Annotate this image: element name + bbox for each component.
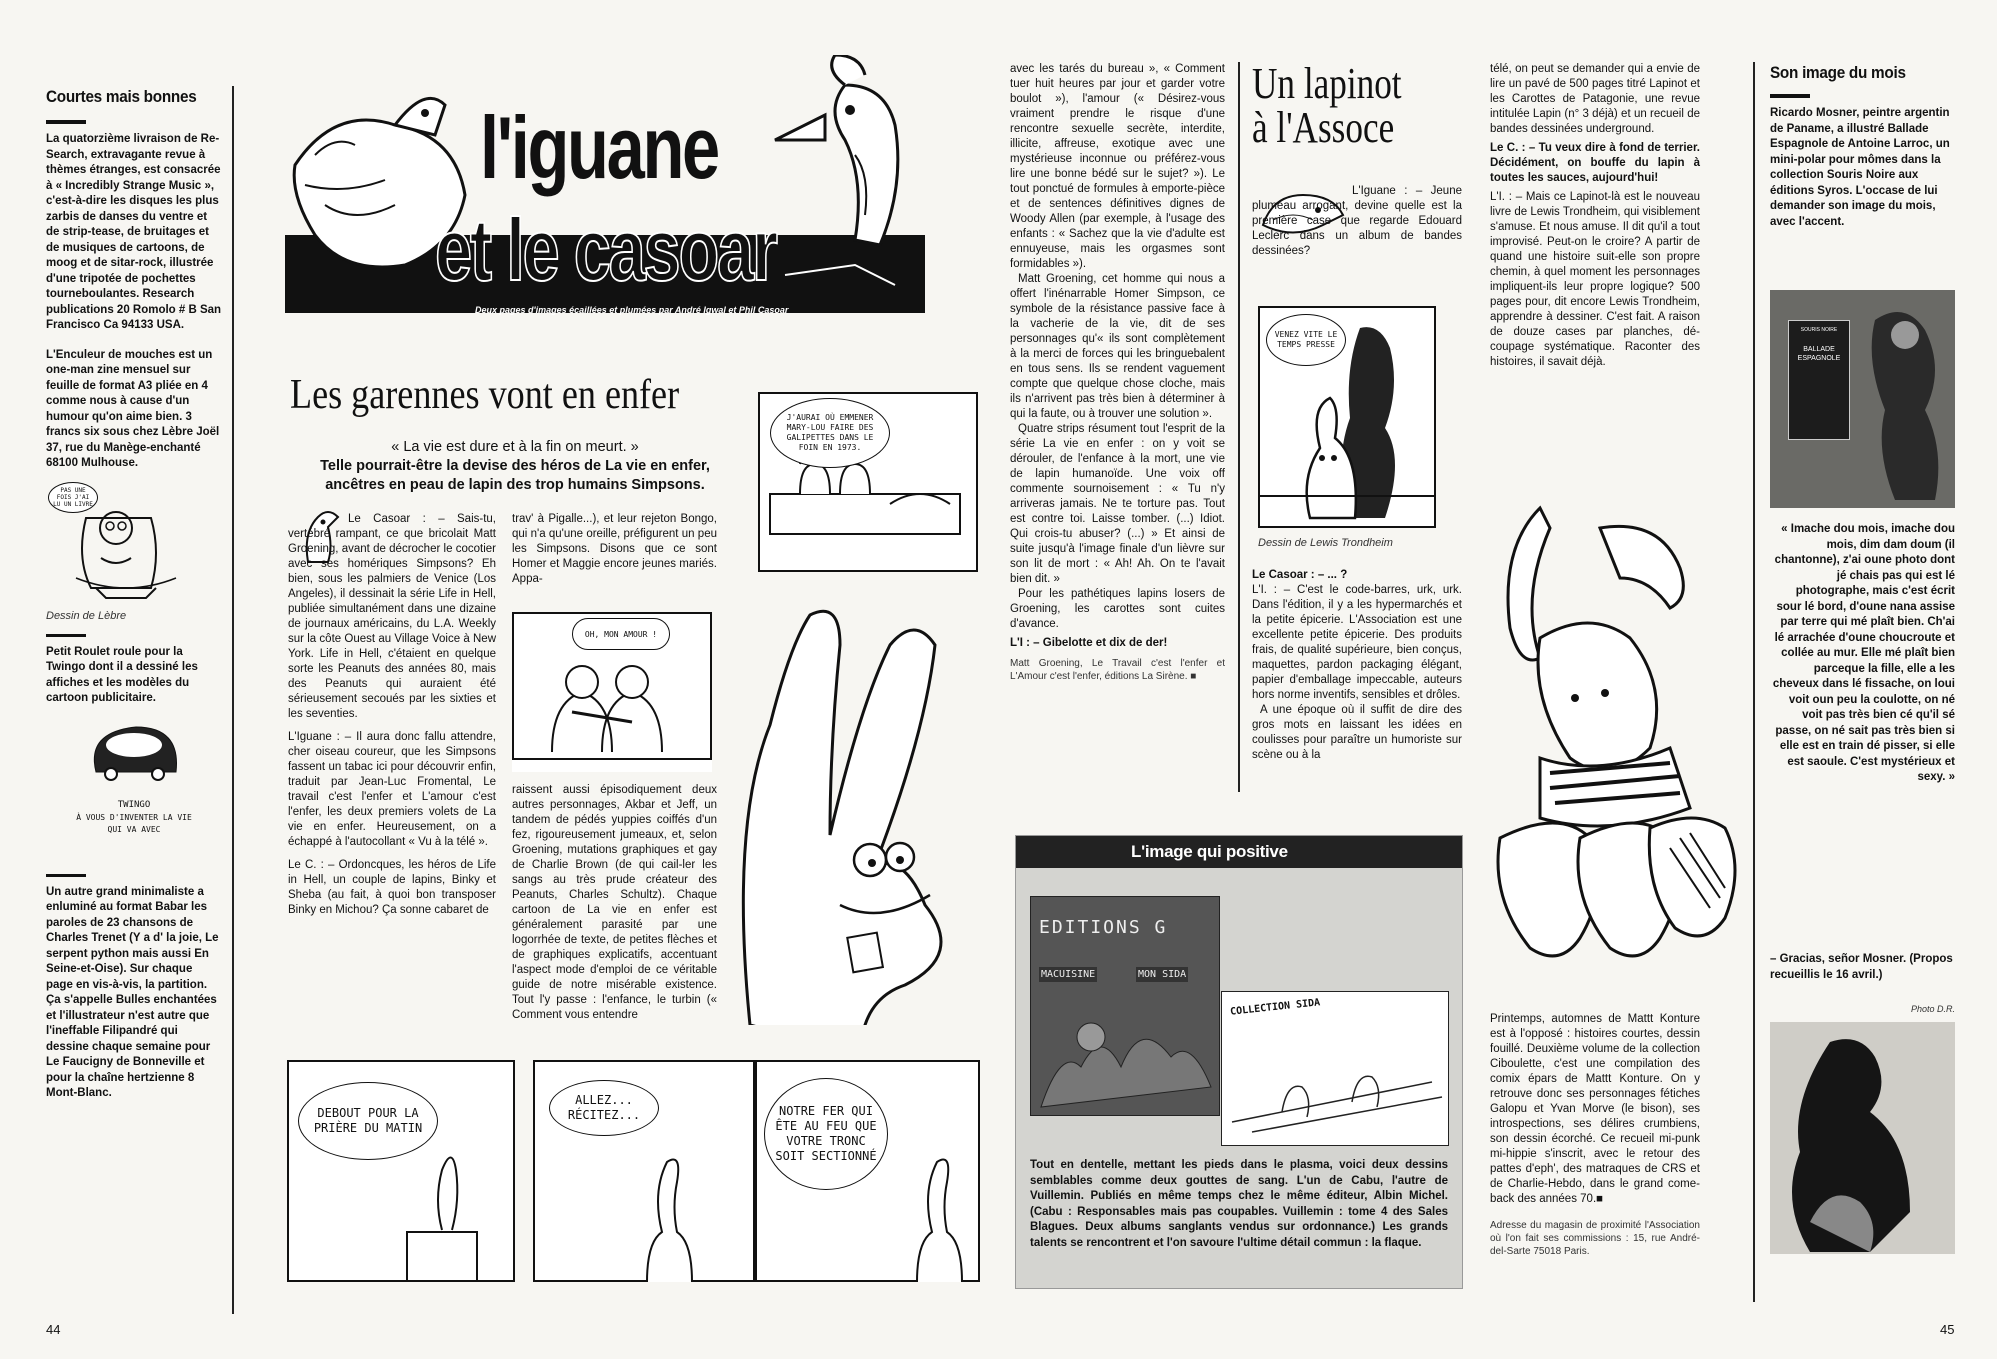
- lapinot-headline: [1252, 59, 1439, 152]
- lapinot-headline-line1: Un lapinot: [1252, 59, 1402, 108]
- book-title: BALLADE ESPAGNOLE: [1797, 346, 1841, 362]
- lapinot-body: [1252, 568, 1462, 763]
- comic-panel-embrace: [512, 612, 712, 772]
- article-col1-p1: Le Casoar : – Sais-tu, vertébré rampant, ce que bricolait Matt Groening, avant de décrocher le cocotier avec ses homériques Simpsons? Eh bien, sous les palmiers de Venice (Los Angeles), il dessinait la série Life in Hell, publiée simultanément dans une dizaine de journaux américains, du L.A. Weekly sur la côte Ouest au Village Voice à New York. Life in Hell, c'étaient en quelque sorte les Peanuts des années 80, mais des Peanuts qui auraient été sérieusement secoués par les sixties et les seventies.: [288, 513, 496, 720]
- masthead-title-line2: et le casoar: [435, 200, 776, 299]
- sidebar-rule: [46, 120, 86, 124]
- seated-woman-photo: [1770, 1022, 1955, 1254]
- right-col-a-p1: avec les tarés du bureau », « Comment tuer huit heures par jour et garder votre boulot »), l'amour (« Désirez-vous vraiment prendre le risque d'une rencontre sexuelle secrète, interdite, illicite, affreuse, exotique avec une mystérieuse inconnue ou préférez-vous lire une bonne bédé sur le sujet? »). Le tout ponctué de formules à emporte-pièce et de sentences définitives dignes de Woody Allen (par exemple, à l'usage des enfants : « Sachez que la vie d'adulte est ennuyeuse, mais les orgasmes sont formidables »).: [1010, 63, 1225, 270]
- positive-image-2: [1221, 991, 1449, 1146]
- masthead: [285, 55, 925, 335]
- sidebar-item-twingo: Petit Roulet roule pour la Twingo dont il a dessiné les affiches et les modèles du cartoon publicitaire.: [46, 645, 198, 704]
- right-col-c-p1: télé, on peut se demander qui a envie de lire un pavé de 500 pages titré Lapinot et les Carottes de Patagonie, une revue intitulée Lapin (n° 3 déjà) et un recueil de bandes dessinées underground.: [1490, 63, 1700, 135]
- sidebar-left: [46, 86, 222, 1102]
- sidebar-right-rule: [1770, 94, 1810, 98]
- page-number-right: 45: [1940, 1322, 1955, 1337]
- book-brand: SOURIS NOIRE: [1800, 327, 1838, 333]
- right-col-c-footnote: Adresse du magasin de proximité l'Association où l'on fait ses commissions : 15, rue André-del-Sarte 75018 Paris.: [1490, 1220, 1700, 1257]
- shop-counter-illustration: [1222, 1022, 1450, 1147]
- book-cover: [1788, 320, 1850, 440]
- sidebar-right-signoff: – Gracias, señor Mosner. (Propos recueillis le 16 avril.): [1770, 953, 1953, 981]
- mystery-photo: [1770, 1022, 1955, 1254]
- sidebar-item-trenet: Un autre grand minimaliste a enluminé au format Babar les paroles de 23 chansons de Charles Trenet (Y a d' la joie, Le serpent python mais aussi En Seine-et-Oise). Sur chaque page en vis-à-vis, la partition. Ça s'appelle Bulles enchantées et l'illustrateur n'est autre que l'ineffable Filipandré qui dessine chaque semaine pour Le Faucigny de Bonneville et pour la chaîne hertzienne 8 Mont-Blanc.: [46, 885, 219, 1099]
- trondheim-caption: Dessin de Lewis Trondheim: [1258, 537, 1393, 549]
- sidebar-divider-2: [46, 874, 86, 877]
- page-number-left: 44: [46, 1322, 61, 1337]
- trondheim-bubble: VENEZ VITE LE TEMPS PRESSE: [1266, 314, 1346, 366]
- strip-rabbits-illustration: [287, 1060, 980, 1282]
- strip-bubble-1: DEBOUT POUR LA PRIÈRE DU MATIN: [298, 1082, 438, 1160]
- masthead-title-line1: l'iguane: [480, 98, 718, 197]
- right-col-a-p5: L'I : – Gibelotte et dix de der!: [1010, 637, 1168, 649]
- positive-box: [1015, 835, 1463, 1289]
- sidebar-item-research: La quatorzième livraison de Re-Search, extravagante revue à thèmes étranges, est consacrée à « Incredibly Strange Music », c'est-à-dire les disques les plus zarbis de danses du ventre et de strip-tease, de bruitages et de musiques de cartoons, de moog et de sitar-rock, illustrée d'une tripotée de pochettes tourneboulantes. Research publications 20 Romolo # B San Francisco Ca 94133 USA.: [46, 133, 222, 331]
- macuisine-sign: MACUISINE: [1041, 969, 1096, 980]
- sidebar-right-quote: « Imache dou mois, imache dou mois, dim dam doum (il chantonne), z'ai oune photo dont jé chais pas qui est lé photographe, mais c'est écrit sour lé bord, d'oune nana assise par terre qui mé plaît bien. Ch'ai lé arrachée d'oune choucroute et collée au mur. Elle mé plaît bien parceque la fille, elle a les cheveux dans lé fissache, on loui voit oun peu la coulotte, on né voit pas très bien cé qu'il sé passe, on né sait pas très bien si elle est en train dé pisser, si elle est saoule. C'est mystérieux et sexy. »: [1772, 523, 1955, 783]
- deck-line2: Telle pourrait-être la devise des héros de La vie en enfer,: [320, 458, 710, 474]
- article-headline: Les garennes vont en enfer: [290, 372, 680, 418]
- sidebar-right-title: Son image du mois: [1770, 63, 1906, 82]
- lapinot-p4: A une époque où il suffit de dire des gros mots en laissant les idées en coulisses pour paraître un humoriste sur scène ou à la: [1252, 704, 1462, 761]
- big-rabbit-illustration: [720, 605, 1010, 1025]
- article-col1: [288, 512, 496, 918]
- lebre-bubble: PAS UNE FOIS J'AI LU UN LIVRE: [48, 482, 98, 513]
- right-col-a-credit: Matt Groening, Le Travail c'est l'enfer et L'Amour c'est l'enfer, éditions La Sirène. ■: [1010, 658, 1225, 682]
- editions-sign: EDITIONS G: [1039, 917, 1168, 938]
- comic-panel-bed: [758, 392, 978, 572]
- positive-title: L'image qui positive: [1131, 842, 1288, 861]
- bookshop-crowd-illustration: [1031, 987, 1221, 1117]
- sidebar-right-intro: Ricardo Mosner, peintre argentin de Paname, a illustré Ballade Espagnole de Antoine Larroc, un mini-polar pour mômes dans la collection Souris Noire aux éditions Syros. L'occase de lui demander son image du mois, avec l'accent.: [1770, 107, 1950, 228]
- positive-text: Tout en dentelle, mettant les pieds dans le plasma, voici deux dessins semblables comme deux gouttes de sang. L'un de Cabu, l'autre de Vuillemin. Publiés en même temps chez le même éditeur, Albin Michel. (Cabu : Responsables mais pas coupables. Vuillemin : tome 4 des Sales Blagues. Deux albums sanglants vendus sur ordonnance.) Les grands talents se rencontrent et l'on savoure l'ultime détail commun : la flaque.: [1030, 1159, 1448, 1249]
- right-col-c-bottom: [1490, 1012, 1700, 1258]
- right-col-c-p3: L'I. : – Mais ce Lapinot-là est le nouveau livre de Lewis Trondheim, qui visiblement s'amuse. Et nous amuse. Il dit qu'il a tout improvisé. Peut-on le croire? A partir de quand une histoire suit-elle son propre chemin, à quel moment les personnages impliquent-ils leur propre logique? 500 pages pour, dit encore Lewis Trondheim, apprendre à dessiner. C'est fait. A raison de douze cases par planches, dé-coupage systématique. Raconter des histoires, il savait déjà.: [1490, 191, 1700, 368]
- sidebar-item-enculeur: L'Enculeur de mouches est un one-man zine mensuel sur feuille de format A3 pliée en 4 comme nous à cause d'un humour qu'on aime bien. 3 francs six sous chez Lèbre Joël 37, rue du Manège-enchanté 68100 Mulhouse.: [46, 348, 220, 469]
- photo-credit: Photo D.R.: [1910, 1004, 1955, 1014]
- article-col1-p2: L'Iguane : – Il aura donc fallu attendre, cher oiseau coureur, que les Simpsons fassent un tabac ici pour découvrir enfin, traduit par Jean-Luc Fromental, Le travail c'est l'enfer et L'amour c'est l'enfer, les deux premiers volets de La vie en enfer. Heureusement, on a échappé à l'autocollant « Vu à la télé ».: [288, 731, 496, 848]
- column-rule-left: [232, 86, 234, 1314]
- right-col-a-p3: Quatre strips résument tout l'esprit de la série La vie en enfer : on y voit se dérouler, de l'enfance à la mort, une vie de lapin humanoïde. Une voix off commente sournoisement : « Tu n'y arriveras jamais. Ne te torture pas. Tout est contre toi. Laisse tomber. (...) Idiot. Qui crois-tu abuser? (...) » Et ainsi de suite jusqu'à l'image finale d'un lièvre sur son lit de mort : « Ah! Ah. On te l'avait bien dit. »: [1010, 423, 1225, 585]
- lapinot-p1: [1252, 184, 1462, 259]
- lapinot-p3: L'I. : – C'est le code-barres, urk, urk. Dans l'édition, il y a les hypermarchés et la petite épicerie. L'Association est une excellente petite épicerie. Des produits frais, de qualité supérieure, bien conçus, maquettes, pardon packaging élégant, papier d'emballage impeccable, auteurs hors norme inventifs, sensibles et drôles.: [1252, 584, 1462, 701]
- column-rule-right-2: [1753, 62, 1755, 1302]
- lebre-drawing: [46, 478, 222, 628]
- comic-embrace-bubble: OH, MON AMOUR !: [572, 618, 670, 650]
- right-col-a-p2: Matt Groening, cet homme qui nous a offert l'inénarrable Homer Simpson, ce symbole de la résistance passive face à la vacherie de la vie, dit de ses personnages qu'« ils sont complètement à la merci de forces qui les bringuebalent en tous sens. Ils se rendent vaguement compte que quelque chose cloche, mais ils n'arrivent pas très bien à déterminer à qui la faute, ou à trouver une solution ».: [1010, 273, 1225, 420]
- right-col-c-p4: Printemps, automnes de Mattt Konture est à l'opposé : histoires courtes, dessin fouillé. Deuxième volume de la collection Ciboulette, c'est une compilation des comix épars de Mattt Konture. On y retrouve donc ses personnages fétiches Galopu et Yvan Morve (le bison), ses introspections, ses délires crumbiens, son dessin écorché. Ce recueil mi-punk mi-hippie s'inscrit, avec le retour des pattes d'eph', des matraques de CRS et de Charlie-Hebdo, dans le grand come-back des années 70.■: [1490, 1013, 1700, 1205]
- strip-bubble-2: ALLEZ... RÉCITEZ...: [549, 1080, 659, 1136]
- lapinot-p1-text: L'Iguane : – Jeune plumeau arrogant, devine quelle est la première case que regarde Edouard Leclerc dans un album de bandes dessinées?: [1252, 185, 1462, 257]
- positive-image-1: [1030, 896, 1220, 1116]
- right-col-a: [1010, 62, 1225, 683]
- ballade-cover: [1770, 290, 1955, 508]
- article-col2-bottom: raissent aussi épisodiquement deux autres personnages, Akbar et Jeff, un tandem de pédés yuppies coiffés d'un fez, rigoureusement jumeaux, et, selon Groening, mutations graphiques et gay de Charlie Brown (de qui cail-ler les sangs au très prude créateur des Peanuts, Charles Schultz). Chaque cartoon de La vie en enfer est généralement parasité par une logorrhée de texte, de petites flèches et de graphiques explicatifs, accentuant l'aspect mode d'emploi de ce véritable guide de notre misérable existence. Tout l'y passe : l'enfance, le turbin (« Comment vous entendre: [512, 784, 717, 1021]
- lebre-caption: Dessin de Lèbre: [46, 609, 127, 622]
- deck-quote: « La vie est dure et à la fin on meurt. »: [391, 439, 639, 455]
- collection-sida-sign: COLLECTION SIDA: [1229, 997, 1321, 1018]
- article-deck: [275, 438, 755, 495]
- trondheim-comic: [1258, 306, 1436, 528]
- sidebar-divider: [46, 634, 86, 637]
- comic-bed-bubble: J'AURAI OÙ EMMENER MARY-LOU FAIRE DES GALIPETTES DANS LE FOIN EN 1973.: [770, 398, 890, 468]
- deck-line3: ancêtres en peau de lapin des trop humains Simpsons.: [325, 477, 705, 493]
- masthead-subtitle: Deux pages d'images écaillées et plumées par André Igwal et Phil Casoar: [475, 305, 789, 315]
- article-col2-top: trav' à Pigalle...), et leur rejeton Bongo, qui n'a qu'une oreille, préfigurent un peu les Simpsons. Disons que ce sont Homer et Maggie encore jeunes mariés. Appa-: [512, 513, 717, 585]
- mon-sida-sign: MON SIDA: [1138, 969, 1187, 980]
- right-col-c-p2: Le C. : – Tu veux dire à fond de terrier. Décidément, on bouffe du lapin à toutes les sauces, aujourd'hui!: [1490, 142, 1700, 184]
- right-col-c-top: [1490, 62, 1700, 370]
- twingo-drawing: [46, 717, 222, 862]
- lapinot-p2: Le Casoar : – ... ?: [1252, 569, 1348, 581]
- twingo-label: TWINGO: [117, 799, 151, 810]
- twingo-slogan: À VOUS D'INVENTER LA VIE QUI VA AVEC: [76, 812, 192, 834]
- lapinot-headline-line2: à l'Assoce: [1252, 103, 1395, 152]
- strip-bubble-3: NOTRE FER QUI ÊTE AU FEU QUE VOTRE TRONC SOIT SECTIONNÉ: [764, 1078, 888, 1190]
- article-col1-p3: Le C. : – Ordoncques, les héros de Life in Hell, un couple de lapins, Binky et Sheba (au fait, à quoi bon transposer Binky en Michou? Ça sonne cabaret de: [288, 859, 496, 916]
- sidebar-right: [1770, 62, 1955, 1014]
- twingo-car-illustration: [46, 717, 222, 787]
- column-rule-right-1: [1238, 62, 1240, 792]
- dancer-painting: [1855, 290, 1955, 508]
- hanging-rabbit-illustration: [1480, 488, 1750, 1008]
- right-col-a-p4: Pour les pathétiques lapins losers de Groening, les carottes sont cuites d'avance.: [1010, 588, 1225, 630]
- sidebar-title: Courtes mais bonnes: [46, 87, 197, 106]
